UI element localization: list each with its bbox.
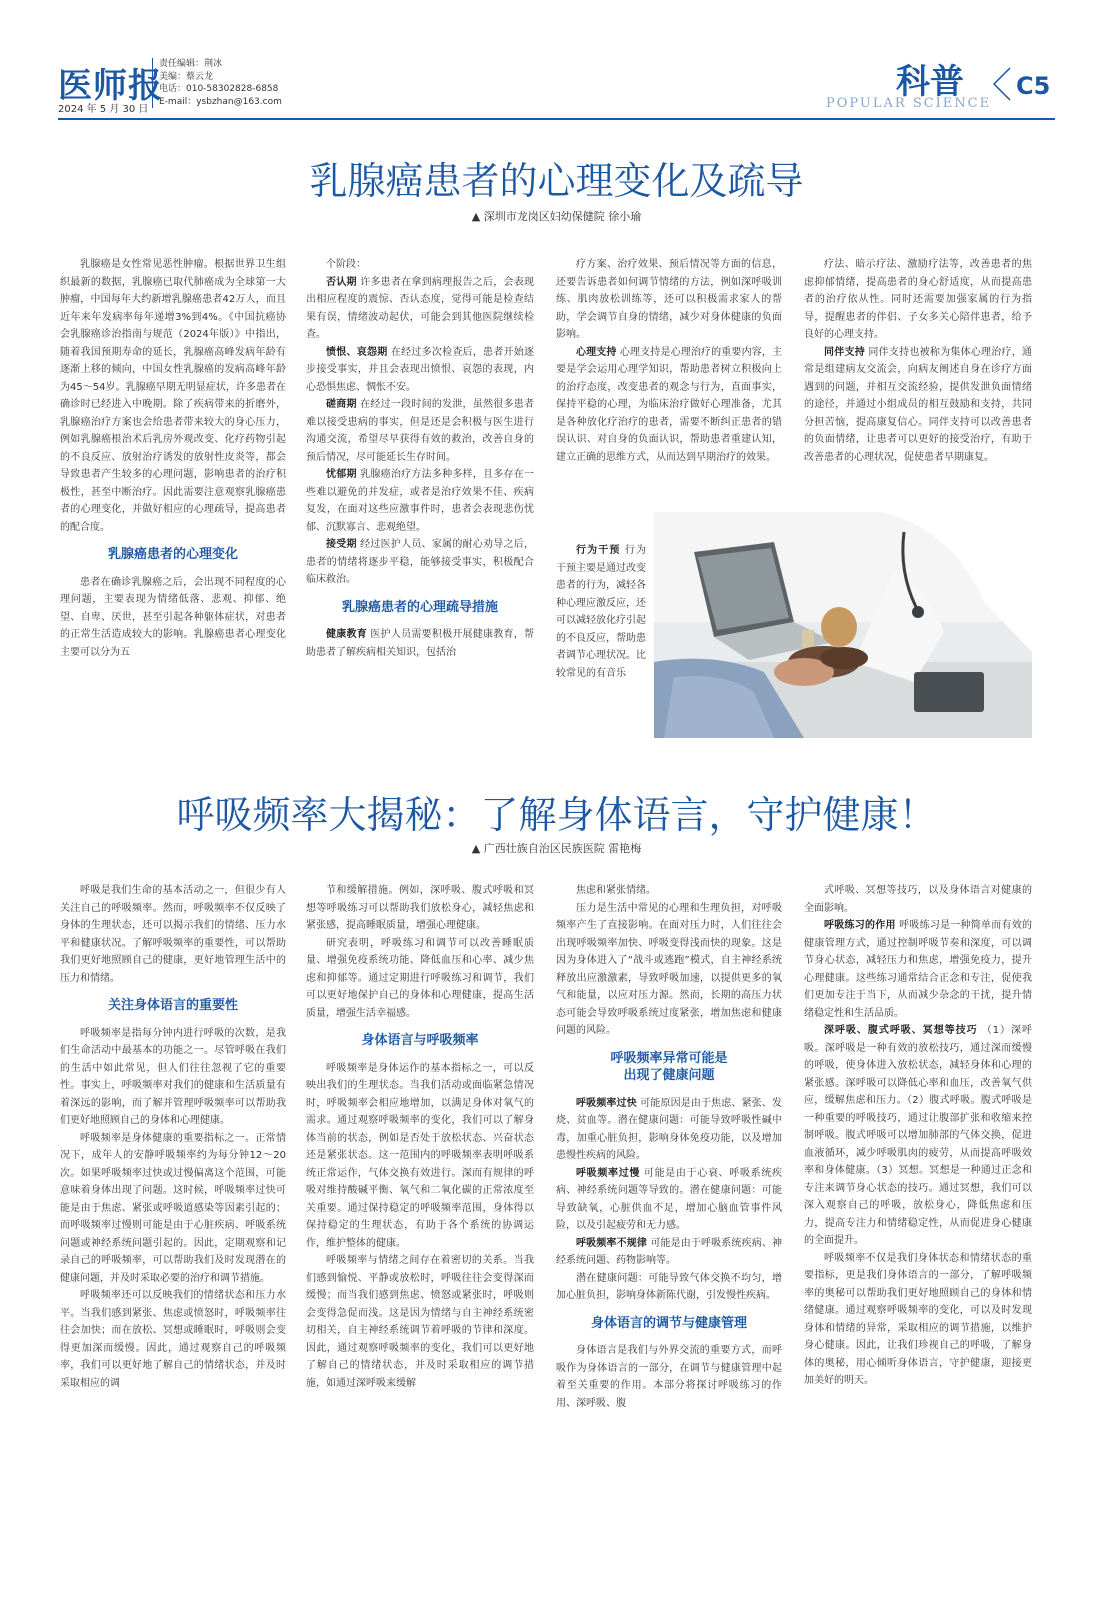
section-name: 科普 (896, 62, 964, 102)
paragraph (306, 626, 534, 661)
article2-title: 呼吸频率大揭秘：了解身体语言，守护健康！ (176, 793, 937, 837)
text: 同伴支持也被称为集体心理治疗，通常是组建病友交流会，向病友阐述自身在诊疗方面遇到的问题，并相互交流经验，提供发泄负面情绪的途径，并通过小组成员的相互鼓励和支持，共同分担苦恼，提高康复信心。同伴支持可以改善患者的负面情绪，让患者可以更好的接受治疗，有助于改善患者的心理状况，促使患者早期康复。 (804, 346, 1032, 463)
run-in-heading: 呼吸练习的作用 (824, 920, 896, 931)
text: 可能是由于呼吸系统疾病、神经系统问题、药物影响等。 (556, 1237, 782, 1266)
article2-column-3 (556, 882, 782, 1412)
article1-subheading-1: 乳腺癌患者的心理变化 (107, 547, 238, 562)
article2-column-2 (306, 882, 534, 1392)
text: 呼吸练习是一种简单而有效的健康管理方式，通过控制呼吸节奏和深度，可以调节身心状态，减轻压力和焦虑，增强免疫力，提升心理健康。这些练习通常结合正念和专注，促使我们更加专注于当下，从而减少杂念的干扰，提升情绪稳定性和生活品质。 (804, 920, 1032, 1019)
run-in-heading: 心理支持 (576, 346, 617, 358)
paragraph: 呼吸频率是身体运作的基本指标之一，可以反映出我们的生理状态。当我们活动或面临紧急情况时，呼吸频率会相应地增加，以满足身体对氧气的需求。通过观察呼吸频率的变化，我们可以了解身体当前的状态，例如是否处于放松状态、兴奋状态还是紧张状态。这一范围内的呼吸频率表明呼吸系统正常运作，气体交换有效进行。深而有规律的呼吸对维持酸碱平衡、氧气和二氧化碳的正常浓度至关重要。通过保持稳定的呼吸频率范围，身体得以保持稳定的生理状态，有助于各个系统的协调运作，维护整体的健康。 (306, 1062, 534, 1249)
run-in-heading: 行为干预 (576, 545, 621, 556)
text: 可能是由于心衰、呼吸系统疾病、神经系统问题等导致的。潜在健康问题：可能导致缺氧，心脏供血不足，增加心脑血管事件风险，以及引起疲劳和无力感。 (556, 1167, 782, 1231)
paragraph: 研究表明，呼吸练习和调节可以改善睡眠质量、增强免疫系统功能、降低血压和心率、减少焦虑和抑郁等。通过定期进行呼吸练习和调节，我们可以更好地保护自己的身体和心理健康，提高生活质量，增强生活幸福感。 (306, 937, 534, 1019)
paragraph: 呼吸频率还可以反映我们的情绪状态和压力水平。当我们感到紧张、焦虑或愤怒时，呼吸频率往往会加快；而在放松、冥想或睡眠时，呼吸则会变得更加深而缓慢。因此，通过观察自己的呼吸频率，我们可以更好地了解自己的情绪状态，并及时采取相应的调 (60, 1290, 286, 1389)
editor-info (152, 58, 282, 108)
article1-column-4 (804, 256, 1032, 466)
newspaper-logo: 医师报 (58, 66, 163, 106)
paragraph: 节和缓解措施。例如，深呼吸、腹式呼吸和冥想等呼吸练习可以帮助我们放松身心，减轻焦虑和紧张感，提高睡眠质量，增强心理健康。 (306, 885, 534, 931)
text: 经过医护人员、家属的耐心劝导之后，患者的情绪将逐步平稳，能够接受事实，积极配合临床救治。 (306, 539, 535, 585)
paragraph: 潜在健康问题：可能导致气体交换不均匀，增加心脏负担，影响身体新陈代谢，引发慢性疾病。 (556, 1272, 782, 1301)
text: 心理支持是心理治疗的重要内容，主要是学会运用心理学知识，帮助患者树立积极向上的治疗态度，改变患者的观念与行为，直面事实，保持平稳的心理，为临床治疗做好心理准备，尤其是各种放化疗治疗的患者，需要不断纠正患者的错误认识、对自身的负面认识，帮助患者重建认知，建立正确的思维方式，从而达到早期治疗的效果。 (556, 346, 782, 463)
article2-byline: ▲ 广西壮族自治区民族医院 雷艳梅 (471, 842, 642, 855)
paragraph: 呼吸频率不仅是我们身体状态和情绪状态的重要指标，更是我们身体语言的一部分，了解呼吸频率的奥秘可以帮助我们更好地照顾自己的身体和情绪健康。通过观察呼吸频率的变化，可以及时发现身体和情绪的异常，采取相应的调节措施，以维护身心健康。因此，让我们珍视自己的呼吸，了解身体的奥秘，用心倾听身体语言，守护健康，迎接更加美好的明天。 (804, 1252, 1032, 1386)
page-number: C5 (1016, 72, 1051, 100)
paragraph (556, 344, 782, 467)
article2-subheading-1: 关注身体语言的重要性 (107, 998, 238, 1013)
designer-name: 美编：蔡云龙 (159, 71, 214, 82)
run-in-heading: 同伴支持 (824, 346, 865, 358)
article2-column-4 (804, 882, 1032, 1390)
run-in-heading: 深呼吸、腹式呼吸、冥想等技巧 (824, 1025, 978, 1036)
paragraph: 个阶段： (326, 259, 366, 270)
article2-subheading-4: 身体语言的调节与健康管理 (590, 1315, 747, 1331)
issue-date: 2024 年 5 月 30 日 (58, 104, 149, 115)
article1-column-1 (60, 256, 286, 661)
text: 可能原因是由于焦虑、紧张、发烧、贫血等。潜在健康问题：可能导致呼吸性碱中毒，加重心脏负担，影响身体免疫功能，以及增加患慢性疾病的风险。 (556, 1097, 782, 1161)
paragraph: 患者在确诊乳腺癌之后，会出现不同程度的心理问题，主要表现为情绪低落、悲观、抑郁、绝望、自卑、厌世，甚至引起各种躯体症状，对患者的正常生活造成较大的影响。乳腺癌患者心理变化主要可以分为五 (60, 576, 286, 658)
article1-byline: ▲ 深圳市龙岗区妇幼保健院 徐小瑜 (471, 210, 642, 223)
paragraph: 压力是生活中常见的心理和生理负担，对呼吸频率产生了直接影响。在面对压力时，人们往往会出现呼吸频率加快、呼吸变得浅而快的现象。这是因为身体进入了“战斗或逃跑”模式，自主神经系统释放出应激激素，导致呼吸加速，以提供更多的氧气和能量，以应对压力源。然而，长期的高压力状态可能会导致呼吸系统过度紧张，增加焦虑和健康问题的风险。 (556, 902, 782, 1036)
paragraph (556, 1165, 782, 1235)
article1-title: 乳腺癌患者的心理变化及疏导 (309, 159, 804, 203)
paragraph: 乳腺癌是女性常见恶性肿瘤。根据世界卫生组织最新的数据，乳腺癌已取代肺癌成为全球第一大肿瘤，中国每年大约新增乳腺癌患者42万人，而且近年来年发病率每年递增3%到4%。《中国抗癌协会乳腺癌诊治指南与规范（2024年版）》中指出，随着我国预期寿命的延长，乳腺癌高峰发病年龄有逐渐上移的倾向，中国女性乳腺癌的发病高峰年龄为45～54岁。乳腺癌早期无明显症状，许多患者在确诊时已经进入中晚期。除了疾病带来的折磨外，乳腺癌治疗方案也会给患者带来较大的身心压力，例如乳腺癌根治术后乳房外观改变、化疗药物引起的不良反应、放射治疗诱发的放射性皮炎等，都会导致患者产生较多的心理问题，影响患者的治疗积极性，甚至中断治疗。因此需要注意观察乳腺癌患者的心理变化，并做好相应的心理疏导，提高患者的配合度。 (60, 259, 286, 533)
paragraph: 焦虑和紧张情绪。 (576, 885, 656, 896)
paragraph: 呼吸频率是身体健康的重要指标之一。正常情况下，成年人的安静呼吸频率约为每分钟12～20次。如果呼吸频率过快或过慢偏离这个范围，可能意味着身体出现了问题。这时候，呼吸频率过快可能是由于焦虑、紧张或呼吸道感染等因素引起的；而呼吸频率过慢则可能是由于心脏疾病、呼吸系统问题或神经系统问题引起的。因此，定期观察和记录自己的呼吸频率，可以帮助我们及时发现潜在的健康问题，并及时采取必要的治疗和调节措施。 (60, 1132, 286, 1284)
run-in-heading: 呼吸频率过慢 (576, 1167, 641, 1179)
text: 乳腺癌治疗方法多种多样，且多存在一些难以避免的并发症，或者是治疗效果不佳、疾病复发，在面对这些应激事件时，患者会表现悲伤忧郁、沉默寡言、悲观绝望。 (306, 469, 535, 533)
article1-column-3-top (556, 256, 782, 466)
run-in-heading: 健康教育 (326, 629, 367, 640)
paragraph (804, 1022, 1032, 1250)
paragraph: 疗方案、治疗效果、预后情况等方面的信息，还要告诉患者如何调节情绪的方法，例如深呼吸训练、肌肉放松训练等，还可以积极需求家人的帮助，学会调节自身的情绪，减少对身体健康的负面影响。 (556, 259, 782, 340)
article2-subheading-2: 身体语言与呼吸频率 (361, 1033, 479, 1048)
text: 在经过多次检查后，患者开始逐步接受事实，并且会表现出愤恨、哀怨的表现，内心恐惧焦虑、惆怅不安。 (306, 346, 535, 393)
phone-number: 电话：010-58302828-6858 (159, 84, 279, 94)
article1-column-2 (306, 256, 534, 661)
paragraph (306, 274, 534, 344)
article1-subheading-2: 乳腺癌患者的心理疏导措施 (341, 599, 498, 615)
paragraph (306, 344, 534, 397)
paragraph (306, 396, 534, 466)
paragraph (804, 344, 1032, 467)
text: 许多患者在拿到病理报告之后，会表现出相应程度的震惊、否认态度，觉得可能是检查结果有误，情绪波动起伏，可能会到其他医院继续检查。 (306, 276, 535, 340)
subheading-line: 出现了健康问题 (623, 1068, 715, 1083)
paragraph (556, 1235, 782, 1270)
run-in-heading: 接受期 (326, 539, 357, 550)
run-in-heading: 呼吸频率过快 (576, 1097, 637, 1109)
run-in-heading: 忧郁期 (326, 469, 357, 480)
doctor-patient-photo (654, 512, 1032, 738)
article1-column-3-narrow (556, 542, 646, 682)
run-in-heading: 呼吸频率不规律 (576, 1237, 647, 1249)
paragraph (556, 1095, 782, 1165)
subheading-line: 呼吸频率异常可能是 (610, 1050, 728, 1066)
paragraph: 呼吸是我们生命的基本活动之一，但很少有人关注自己的呼吸频率。然而，呼吸频率不仅反映了身体的生理状态，还可以揭示我们的情绪、压力水平和健康状况。了解呼吸频率的重要性，可以帮助我们更好地照顾自己的健康，更好地管理生活中的压力和情绪。 (60, 885, 286, 984)
paragraph: 呼吸频率与情绪之间存在着密切的关系。当我们感到愉悦、平静或放松时，呼吸往往会变得深而缓慢；而当我们感到焦虑、愤怒或紧张时，呼吸则会变得急促而浅。这是因为情绪与自主神经系统密切相关，自主神经系统调节着呼吸的节律和深度。因此，通过观察呼吸频率的变化，我们可以更好地了解自己的情绪状态，并及时采取相应的调节措施，如通过深呼吸来缓解 (306, 1255, 534, 1389)
paragraph (556, 542, 646, 682)
header-rule (58, 118, 1055, 120)
paragraph (804, 917, 1032, 1022)
email-address: E-mail：ysbzhan@163.com (159, 96, 282, 107)
editor-name: 责任编辑：荆冰 (159, 59, 223, 69)
paragraph: 呼吸频率是指每分钟内进行呼吸的次数，是我们生命活动中最基本的功能之一。尽管呼吸在我们的生活中如此常见，但人们往往忽视了它的重要性。事实上，呼吸频率对我们的健康和生活质量有着深远的影响，而了解并管理呼吸频率可以帮助我们更好地照顾自己的身体和心理健康。 (60, 1027, 286, 1126)
section-name-en: POPULAR SCIENCE (826, 96, 992, 111)
article2-subheading-3 (556, 1050, 782, 1085)
paragraph: 式呼吸、冥想等技巧，以及身体语言对健康的全面影响。 (804, 885, 1032, 914)
text: （1）深呼吸。深呼吸是一种有效的放松技巧，通过深而缓慢的呼吸，使身体进入放松状态，减轻身体和心理的紧张感。深呼吸可以降低心率和血压，改善氧气供应，缓解焦虑和压力。（2）腹式呼吸。腹式呼吸是一种重要的呼吸技巧，通过让腹部扩张和收缩来控制呼吸。腹式呼吸可以增加肺部的气体交换，促进血液循环，减少呼吸肌肉的疲劳，从而提高呼吸效率和身体健康。（3）冥想。冥想是一种通过正念和专注来调节身心状态的技巧。通过冥想，我们可以深入观察自己的呼吸，放松身心，降低焦虑和压力，提高专注力和情绪稳定性，从而促进身心健康的全面提升。 (804, 1025, 1032, 1246)
text: 行为干预主要是通过改变患者的行为，减轻各种心理应激反应，还可以减轻放化疗引起的不良反应，帮助患者调节心理状况。比较常见的有音乐 (556, 545, 647, 679)
text: 在经过一段时间的发泄，虽然很多患者难以接受患病的事实，但是还是会积极与医生进行沟通交流，希望尽早获得有效的救治，改善自身的预后情况，尽可能延长生存时间。 (306, 399, 535, 463)
run-in-heading: 否认期 (326, 276, 357, 288)
paragraph: 疗法、暗示疗法、激励疗法等，改善患者的焦虑抑郁情绪，提高患者的身心舒适度，从而提高患者的治疗依从性。同时还需要加强家属的行为指导，提醒患者的伴侣、子女多关心陪伴患者，给予良好的心理支持。 (804, 259, 1032, 340)
paragraph (306, 466, 534, 536)
text: 医护人员需要积极开展健康教育，帮助患者了解疾病相关知识，包括治 (306, 629, 534, 658)
paragraph: 身体语言是我们与外界交流的重要方式，而呼吸作为身体语言的一部分，在调节与健康管理中起着至关重要的作用。本部分将探讨呼吸练习的作用、深呼吸、腹 (556, 1345, 782, 1409)
chevron-left-icon (990, 66, 1012, 102)
run-in-heading: 愤恨、哀怨期 (326, 346, 388, 358)
article2-column-1 (60, 882, 286, 1392)
paragraph (306, 536, 534, 589)
run-in-heading: 磋商期 (326, 399, 357, 410)
